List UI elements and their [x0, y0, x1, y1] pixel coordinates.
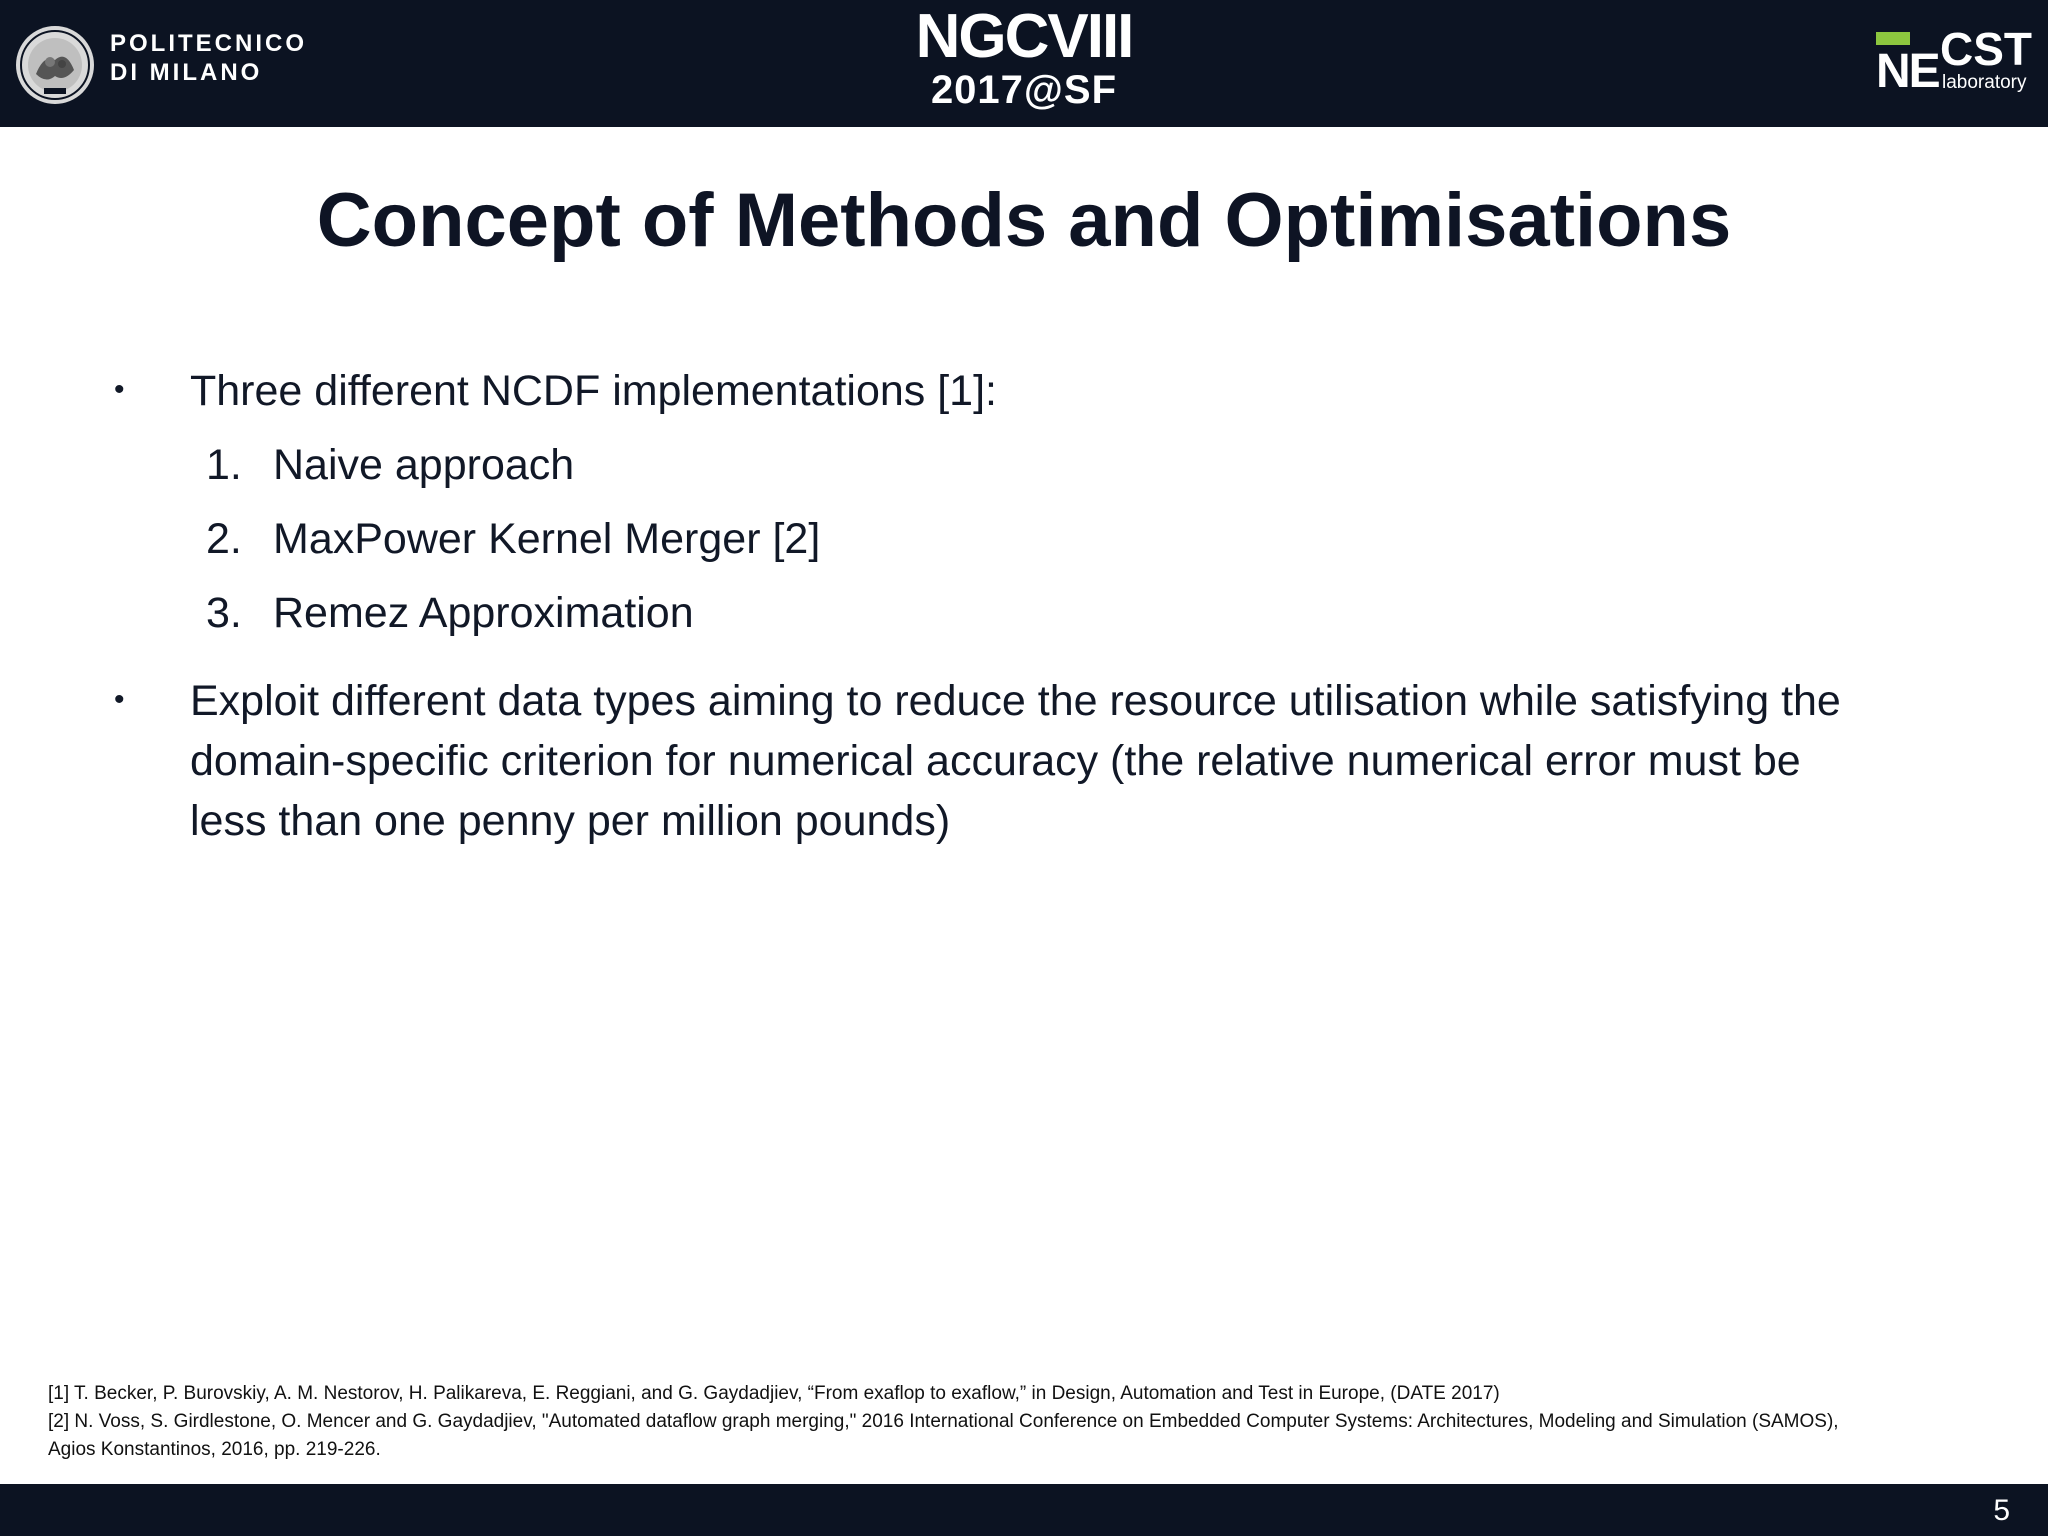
bullet-2-line-2: domain-specific criterion for numerical accuracy (the relative numerical error must be [190, 737, 1801, 785]
bullet-1-text: Three different NCDF implementations [1]: [190, 367, 997, 415]
reference-2-continued: Agios Konstantinos, 2016, pp. 219-226. [48, 1439, 381, 1460]
bullet-2-line-3: less than one penny per million pounds) [190, 797, 951, 845]
lab-logo-ne: NE [1876, 45, 1939, 98]
header-bar [0, 0, 2048, 127]
conference-year: 2017@SF [930, 68, 1118, 112]
list-number: 1. [206, 441, 242, 489]
list-item-text: Naive approach [273, 441, 575, 489]
list-number: 3. [206, 589, 242, 637]
reference-1: [1] T. Becker, P. Burovskiy, A. M. Nestorov, H. Palikareva, E. Reggiani, and G. Gaydadjiev, “From exaflop to exaflow,” in Design, Automation and Test in Europe, (DATE 2017) [48, 1383, 1500, 1404]
lab-logo-accent [1876, 32, 1910, 45]
lab-logo [1876, 23, 2032, 98]
page-number: 5 [1993, 1494, 2010, 1527]
lab-logo-cst: CST [1940, 23, 2032, 75]
conference-logo [0, 4, 2048, 110]
reference-2: [2] N. Voss, S. Girdlestone, O. Mencer and G. Gaydadjiev, "Automated dataflow graph merging," 2016 International Conference on Embedded Computer Systems: Architectures, Modeling and Simulation (SAMOS), [48, 1411, 1839, 1432]
conference-name: NGCVIII [915, 2, 1133, 71]
references [48, 1380, 2028, 1464]
list-item-text: MaxPower Kernel Merger [2] [273, 515, 821, 563]
bullet-icon: • [114, 683, 125, 716]
institution-line-1: POLITECNICO [110, 30, 308, 57]
bullet-2-line-1: Exploit different data types aiming to reduce the resource utilisation while satisfying the [190, 677, 1841, 725]
bullet-icon: • [114, 373, 125, 406]
institution-line-2: DI MILANO [110, 59, 263, 86]
list-number: 2. [206, 515, 242, 563]
list-item-text: Remez Approximation [273, 589, 694, 637]
slide-title: Concept of Methods and Optimisations [316, 178, 1732, 263]
lab-logo-subtitle: laboratory [1942, 72, 2027, 93]
footer-bar [0, 1484, 2048, 1536]
